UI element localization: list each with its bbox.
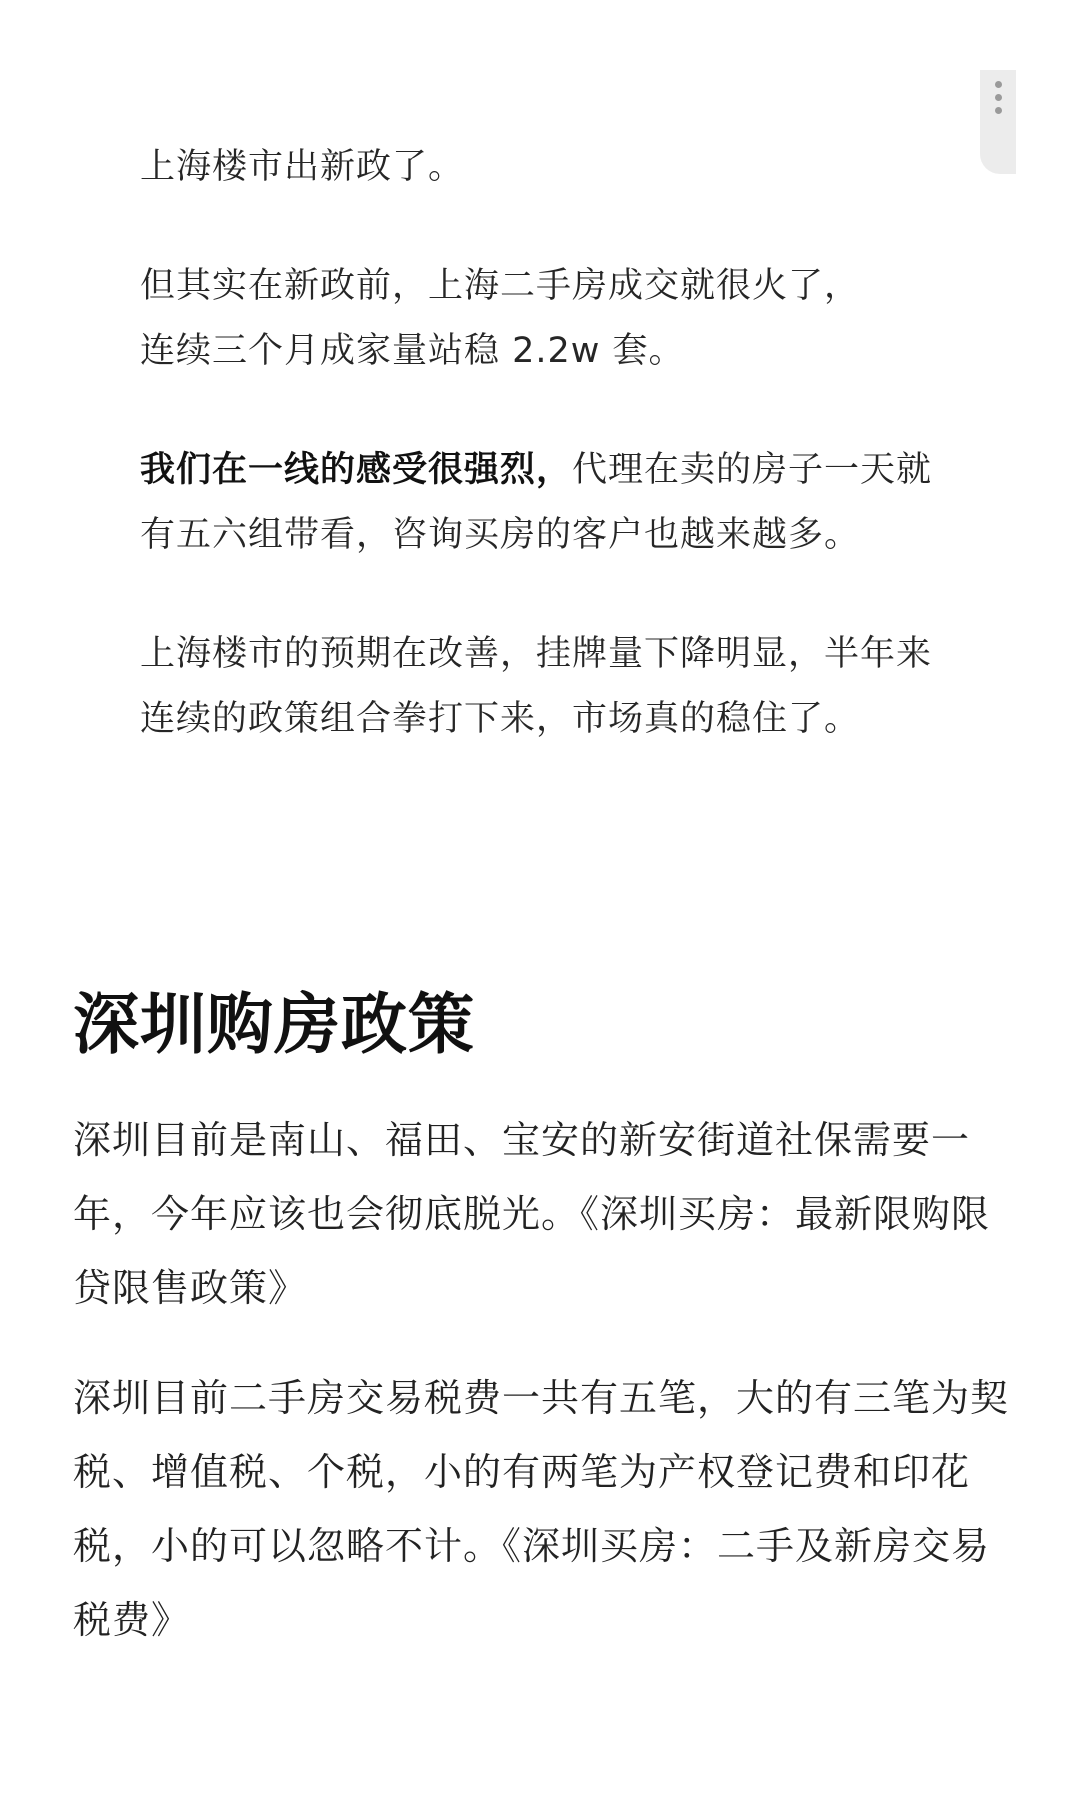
- section-title: 深圳购房政策: [73, 986, 475, 1063]
- handle-dot: [995, 81, 1002, 88]
- more-vertical-icon[interactable]: [980, 70, 1016, 174]
- handle-dot: [995, 94, 1002, 101]
- quote-text: 但其实在新政前，上海二手房成交就很火了，: [140, 266, 861, 306]
- policy-section: [73, 985, 1023, 1693]
- quote-paragraph: 上海楼市的预期在改善，挂牌量下降明显，半年来连续的政策组合拳打下来，市场真的稳住了。: [140, 634, 933, 739]
- quote-paragraph: [140, 438, 960, 568]
- quote-paragraph: [140, 254, 960, 384]
- bold-text: 我们在一线的感受很强烈，: [140, 450, 573, 490]
- section-paragraph: 深圳目前二手房交易税费一共有五笔，大的有三笔为契税、增值税、个税，小的有两笔为产权登记费和印花税，小的可以忽略不计。《深圳买房：二手及新房交易税费》: [73, 1376, 1010, 1642]
- quote-text: 代理在卖的房子一天就有五六组带看，咨询买房的客户也越来越多。: [140, 450, 933, 555]
- quote-block: [140, 135, 960, 806]
- quote-paragraph: 上海楼市出新政了。: [140, 147, 465, 187]
- quote-text: 连续三个月成家量站稳 2.2w 套。: [140, 331, 685, 371]
- handle-dot: [995, 107, 1002, 114]
- section-paragraph: 深圳目前是南山、福田、宝安的新安街道社保需要一年，今年应该也会彻底脱光。《深圳买房：最新限购限贷限售政策》: [73, 1118, 991, 1310]
